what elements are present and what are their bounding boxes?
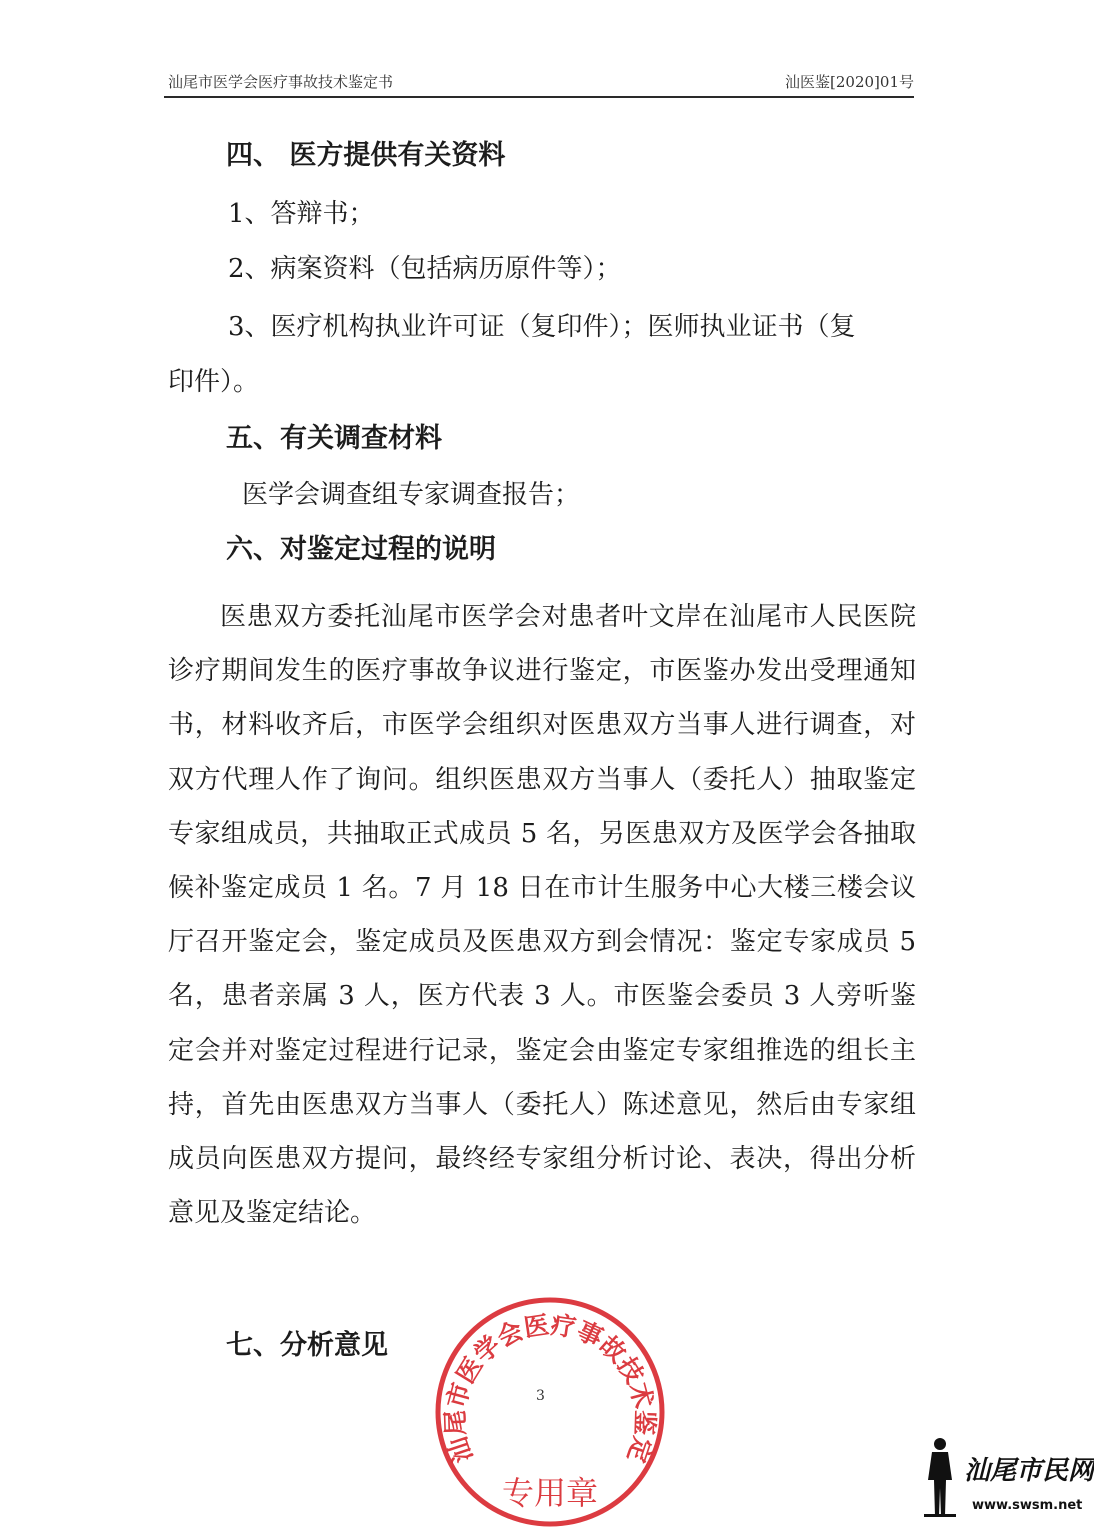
page-header xyxy=(168,70,914,94)
person-silhouette-icon xyxy=(922,1436,958,1518)
section-4-heading: 四、 医方提供有关资料 xyxy=(226,140,506,171)
section-6-heading: 六、对鉴定过程的说明 xyxy=(226,534,496,565)
header-document-number: 汕医鉴[2020]01号 xyxy=(785,73,914,91)
header-rule xyxy=(164,96,914,98)
watermark-site-name: 汕尾市民网 xyxy=(964,1456,1094,1486)
section-7-heading: 七、分析意见 xyxy=(226,1330,388,1361)
section-5-text: 医学会调查组专家调查报告； xyxy=(242,480,581,510)
page-number: 3 xyxy=(536,1388,545,1404)
official-seal xyxy=(430,1292,670,1532)
section-4-item-3-continued: 印件）。 xyxy=(168,367,260,397)
site-watermark xyxy=(918,1432,1094,1522)
section-4-item-1: 1、答辩书； xyxy=(228,199,375,229)
section-4-item-3: 3、医疗机构执业许可证（复印件）；医师执业证书（复 xyxy=(228,312,856,342)
section-4-item-2: 2、病案资料（包括病历原件等）； xyxy=(228,254,622,284)
header-document-title: 汕尾市医学会医疗事故技术鉴定书 xyxy=(168,73,394,91)
seal-outer-text: 汕尾市医学会医疗事故技术鉴定 xyxy=(440,1310,660,1467)
section-5-heading: 五、有关调查材料 xyxy=(226,423,442,454)
watermark-url: www.swsm.net xyxy=(972,1498,1083,1513)
seal-bottom-text: 专用章 xyxy=(501,1474,599,1512)
section-6-paragraph: 医患双方委托汕尾市医学会对患者叶文岸在汕尾市人民医院诊疗期间发生的医疗事故争议进行鉴定，市医鉴办发出受理通知书，材料收齐后，市医学会组织对医患双方当事人进行调查，对双方代理人作了询问。组织医患双方当事人（委托人）抽取鉴定专家组成员，共抽取正式成员 5 名，另医患双方及医学会各抽取候补鉴定成员 1 名。7 月 18 日在市计生服务中心大楼三楼会议厅召开鉴定会，鉴定成员及医患双方到会情况：鉴定专家成员 5 名，患者亲属 3 人，医方代表 3 人。市医鉴会委员 3 人旁听鉴定会并对鉴定过程进行记录，鉴定会由鉴定专家组推选的组长主持，首先由医患双方当事人（委托人）陈述意见，然后由专家组成员向医患双方提问，最终经专家组分析讨论、表决，得出分析意见及鉴定结论。 xyxy=(168,602,916,1229)
